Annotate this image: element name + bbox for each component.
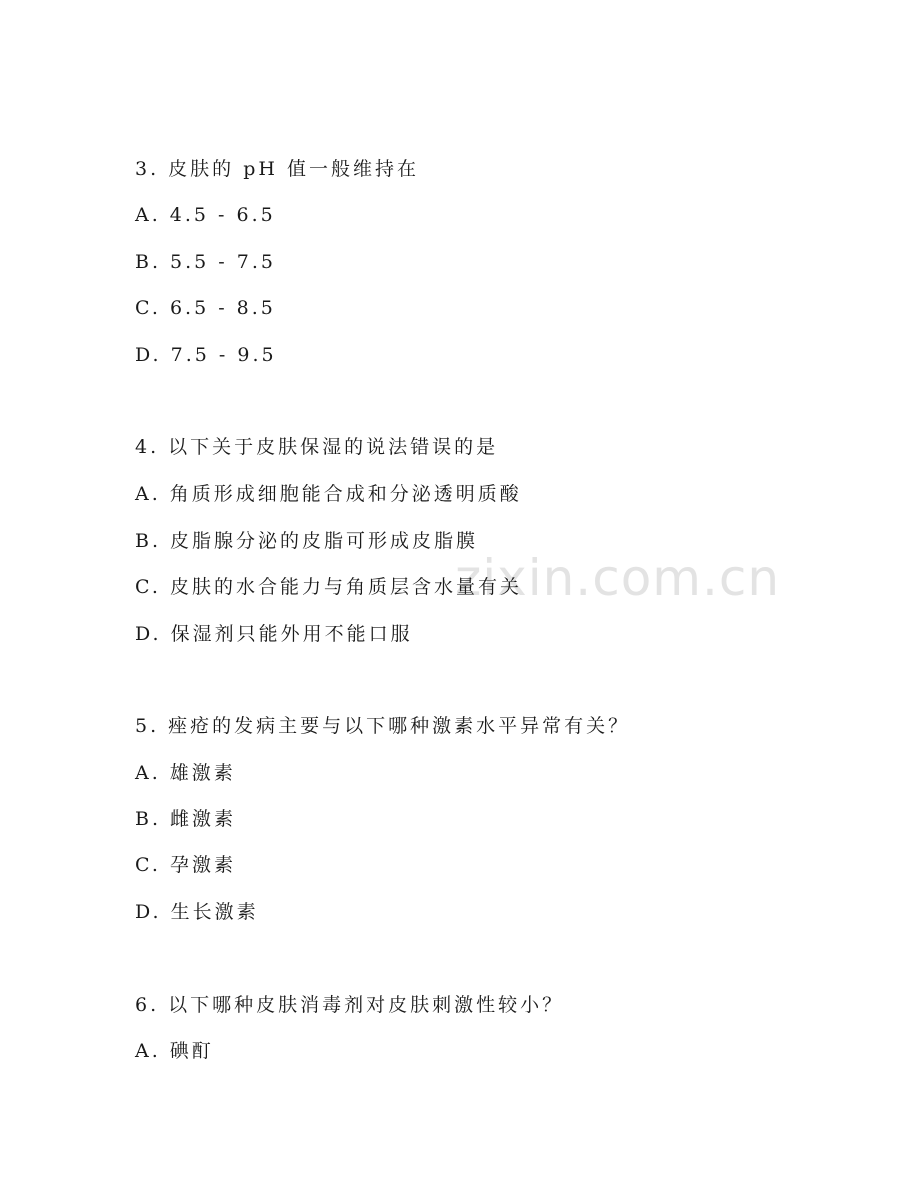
question-3-stem: 3. 皮肤的 pH 值一般维持在 — [135, 158, 419, 180]
question-4-option-c: C. 皮肤的水合能力与角质层含水量有关 — [135, 576, 522, 598]
question-6-option-a: A. 碘酊 — [135, 1040, 214, 1062]
question-4-option-b: B. 皮脂腺分泌的皮脂可形成皮脂膜 — [135, 530, 479, 552]
question-5-option-a: A. 雄激素 — [135, 762, 236, 784]
question-3-option-c: C. 6.5 - 8.5 — [135, 297, 276, 319]
question-5-stem: 5. 痤疮的发病主要与以下哪种激素水平异常有关？ — [135, 715, 631, 737]
question-3-option-a: A. 4.5 - 6.5 — [135, 204, 276, 226]
question-6-stem: 6. 以下哪种皮肤消毒剂对皮肤刺激性较小？ — [135, 994, 565, 1016]
question-3-option-b: B. 5.5 - 7.5 — [135, 251, 276, 273]
question-4-option-a: A. 角质形成细胞能合成和分泌透明质酸 — [135, 483, 522, 505]
question-4-option-d: D. 保湿剂只能外用不能口服 — [135, 623, 413, 645]
watermark: zixin.com.cn — [455, 549, 781, 607]
question-4-stem: 4. 以下关于皮肤保湿的说法错误的是 — [135, 436, 499, 458]
question-5-option-d: D. 生长激素 — [135, 901, 259, 923]
question-5-option-b: B. 雌激素 — [135, 808, 237, 830]
question-5-option-c: C. 孕激素 — [135, 854, 236, 876]
question-3-option-d: D. 7.5 - 9.5 — [135, 344, 277, 366]
